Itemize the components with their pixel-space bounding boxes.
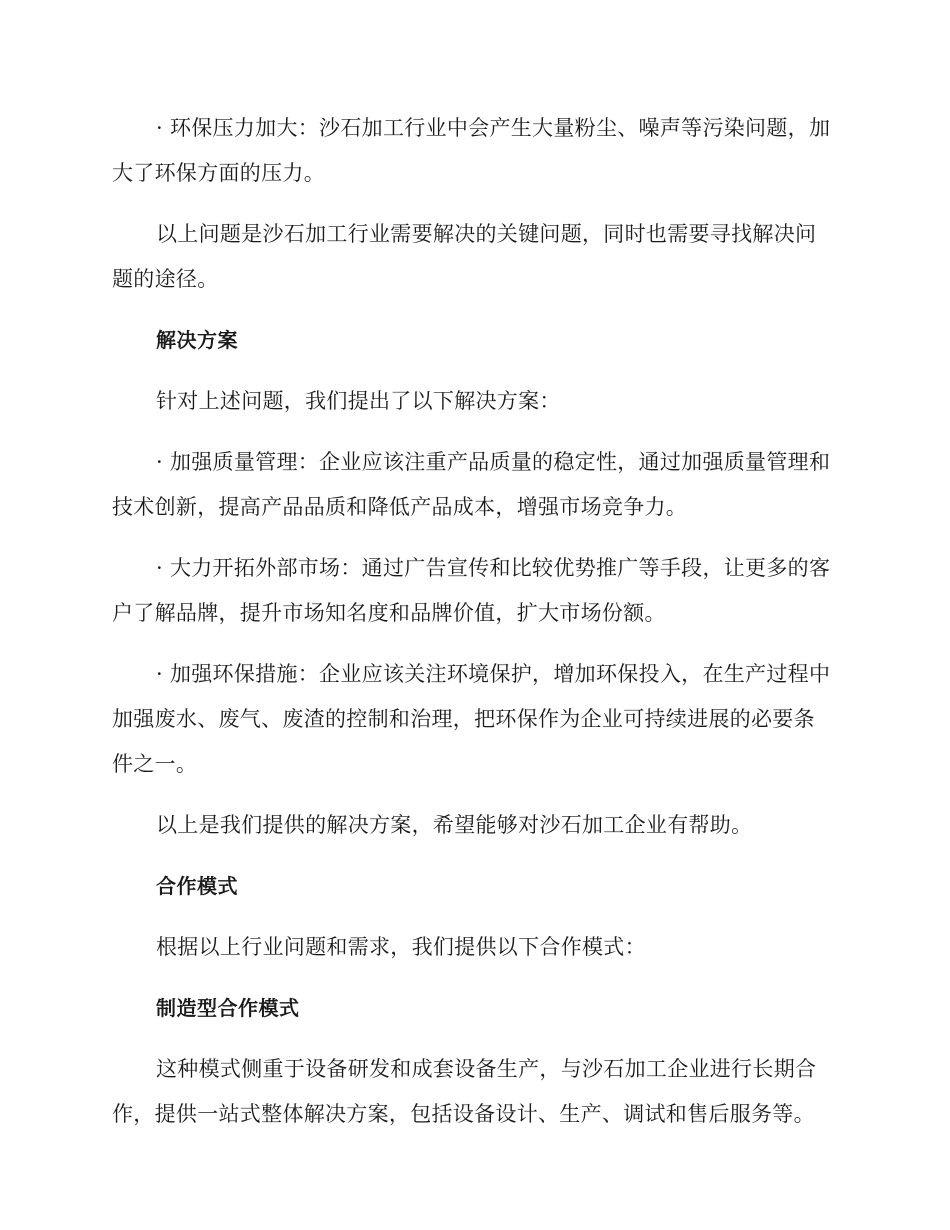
bullet-environmental-measures: · 加强环保措施：企业应该关注环境保护，增加环保投入，在生产过程中加强废水、废气、废渣的控制和治理，把环保作为企业可持续进展的必要条件之一。 (112, 662, 831, 776)
solutions-intro-paragraph: 针对上述问题，我们提出了以下解决方案： (156, 389, 561, 413)
bullet-quality-management: · 加强质量管理：企业应该注重产品质量的稳定性，通过加强质量管理和技术创新，提高产品品质和降低产品成本，增强市场竞争力。 (112, 450, 831, 519)
manufacturing-cooperation-heading: 制造型合作模式 (156, 996, 300, 1020)
bullet-environmental-pressure: · 环保压力加大：沙石加工行业中会产生大量粉尘、噪声等污染问题，加大了环保方面的压力。 (112, 116, 831, 185)
cooperation-intro-paragraph: 根据以上行业问题和需求，我们提供以下合作模式： (156, 935, 646, 959)
bullet-external-market: · 大力开拓外部市场：通过广告宣传和比较优势推广等手段，让更多的客户了解品牌，提升市场知名度和品牌价值，扩大市场份额。 (112, 556, 831, 625)
manufacturing-cooperation-paragraph: 这种模式侧重于设备研发和成套设备生产，与沙石加工企业进行长期合作，提供一站式整体解决方案，包括设备设计、生产、调试和售后服务等。 (112, 1057, 817, 1126)
solutions-summary-paragraph: 以上是我们提供的解决方案，希望能够对沙石加工企业有帮助。 (156, 813, 753, 837)
solutions-heading: 解决方案 (156, 328, 238, 352)
document-body (112, 106, 834, 1153)
problems-summary-paragraph: 以上问题是沙石加工行业需要解决的关键问题，同时也需要寻找解决问题的途径。 (112, 222, 817, 291)
cooperation-mode-heading: 合作模式 (156, 874, 238, 898)
